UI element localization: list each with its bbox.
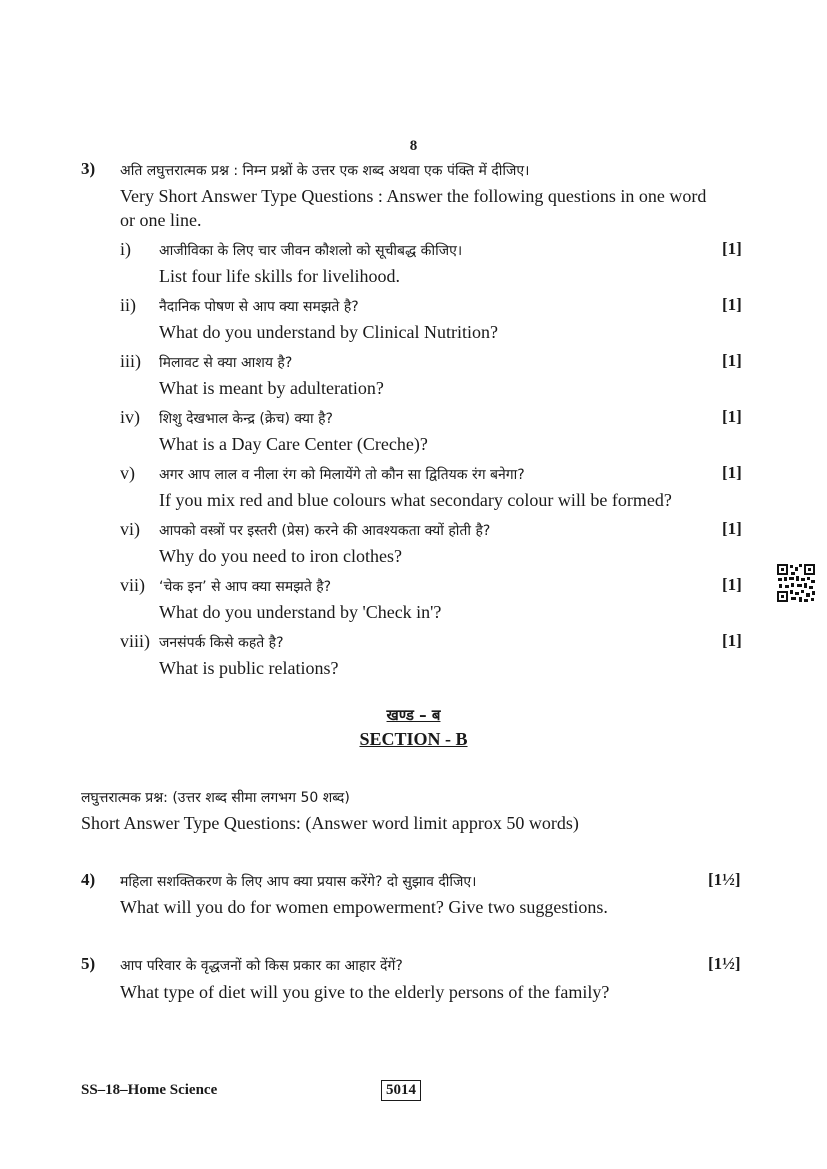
item-english: What is public relations? <box>159 658 339 678</box>
item-hindi: आपको वस्त्रों पर इस्तरी (प्रेस) करने की आवश्यकता क्यों होती है? <box>159 523 491 539</box>
footer-subject: SS–18–Home Science <box>81 1082 218 1098</box>
question-4-marks: [1½] <box>708 870 741 889</box>
question-5-number: 5) <box>81 954 96 973</box>
item-marks: [1] <box>722 519 742 538</box>
item-marks: [1] <box>722 631 742 650</box>
item-number: vi) <box>120 519 140 539</box>
item-number: iii) <box>120 351 141 371</box>
item-english: If you mix red and blue colours what secondary colour will be formed? <box>159 490 672 510</box>
question-3-number: 3) <box>81 159 96 178</box>
item-english: Why do you need to iron clothes? <box>159 546 402 566</box>
question-3-english-instruction-line1: Very Short Answer Type Questions : Answer the following questions in one word <box>120 186 707 206</box>
qr-code-icon <box>776 563 816 603</box>
question-5-english: What type of diet will you give to the elderly persons of the family? <box>120 982 610 1002</box>
item-english: What do you understand by 'Check in'? <box>159 602 442 622</box>
question-3-english-instruction-line2: or one line. <box>120 210 202 230</box>
item-marks: [1] <box>722 239 742 258</box>
item-marks: [1] <box>722 463 742 482</box>
item-number: ii) <box>120 295 136 315</box>
question-4-hindi: महिला सशक्तिकरण के लिए आप क्या प्रयास करेंगे? दो सुझाव दीजिए। <box>120 874 477 890</box>
item-number: i) <box>120 239 131 259</box>
footer-paper-code: 5014 <box>381 1080 421 1101</box>
question-4-english: What will you do for women empowerment? Give two suggestions. <box>120 897 608 917</box>
item-number: vii) <box>120 575 145 595</box>
item-english: What is meant by adulteration? <box>159 378 384 398</box>
item-hindi: नैदानिक पोषण से आप क्या समझते है? <box>159 299 359 315</box>
item-hindi: जनसंपर्क किसे कहते है? <box>159 635 284 651</box>
item-marks: [1] <box>722 575 742 594</box>
section-instruction-english: Short Answer Type Questions: (Answer word limit approx 50 words) <box>81 813 579 833</box>
item-hindi: अगर आप लाल व नीला रंग को मिलायेंगे तो कौन सा द्वितियक रंग बनेगा? <box>159 467 525 483</box>
section-hindi-title: खण्ड – ब <box>386 706 441 724</box>
question-5-marks: [1½] <box>708 954 741 973</box>
item-english: What do you understand by Clinical Nutrition? <box>159 322 498 342</box>
item-hindi: ‘चेक इन’ से आप क्या समझते है? <box>159 579 332 595</box>
page-number: 8 <box>409 138 418 154</box>
question-5-hindi: आप परिवार के वृद्धजनों को किस प्रकार का आहार देंगें? <box>120 958 403 974</box>
question-3-hindi-instruction: अति लघुत्तरात्मक प्रश्न : निम्न प्रश्नों के उत्तर एक शब्द अथवा एक पंक्ति में दीजिए। <box>120 163 530 179</box>
item-hindi: मिलावट से क्या आशय है? <box>159 355 293 371</box>
item-english: What is a Day Care Center (Creche)? <box>159 434 428 454</box>
item-marks: [1] <box>722 295 742 314</box>
item-english: List four life skills for livelihood. <box>159 266 400 286</box>
section-english-title: SECTION - B <box>359 729 468 749</box>
item-marks: [1] <box>722 351 742 370</box>
item-hindi: शिशु देखभाल केन्द्र (क्रेच) क्या है? <box>159 411 333 427</box>
item-hindi: आजीविका के लिए चार जीवन कौशलो को सूचीबद्ध कीजिए। <box>159 243 463 259</box>
section-instruction-hindi: लघुत्तरात्मक प्रश्न: (उत्तर शब्द सीमा लगभग 50 शब्द) <box>81 790 350 806</box>
item-number: viii) <box>120 631 150 651</box>
item-marks: [1] <box>722 407 742 426</box>
question-4-number: 4) <box>81 870 96 889</box>
item-number: v) <box>120 463 135 483</box>
item-number: iv) <box>120 407 140 427</box>
